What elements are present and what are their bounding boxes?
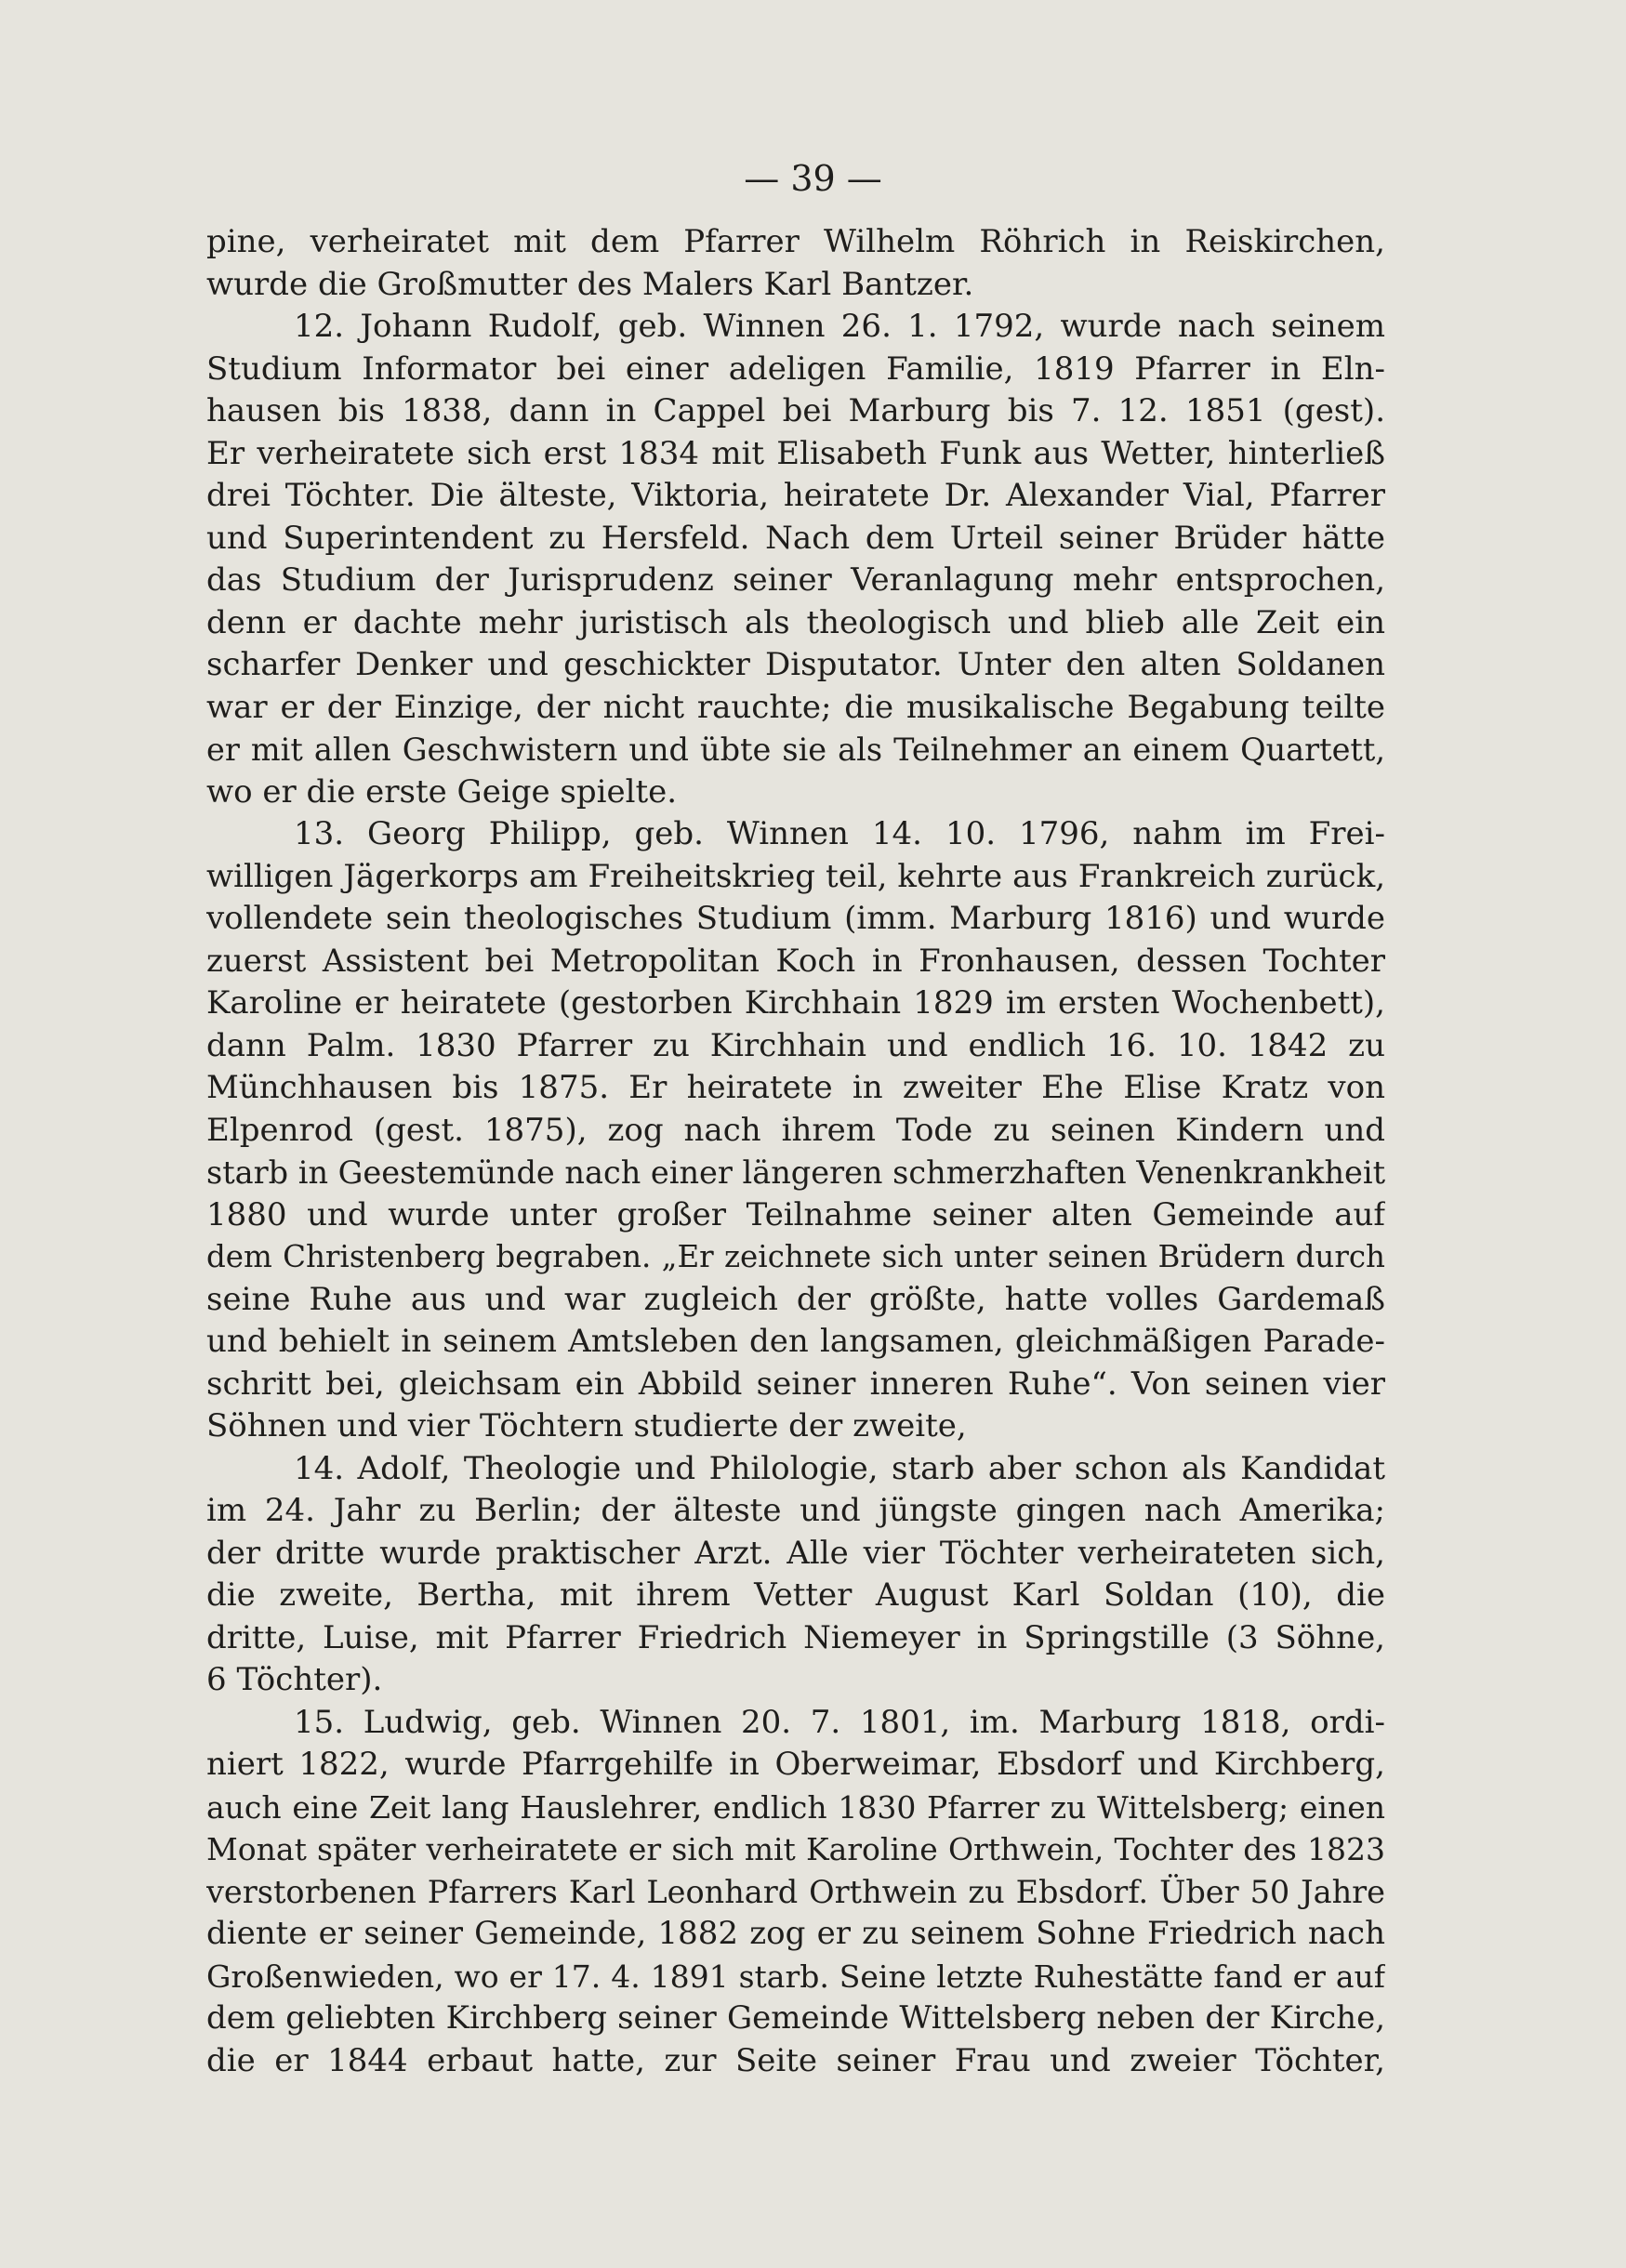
text-line: Er verheiratete sich erst 1834 mit Elisabeth Funk aus Wetter, hinterließ [206,434,1385,472]
text-line: dem geliebten Kirchberg seiner Gemeinde Wittelsberg neben der Kirche, [206,1999,1385,2037]
text-line: diente er seiner Gemeinde, 1882 zog er zu seinem Sohne Friedrich nach [206,1915,1385,1952]
text-line: 15. Ludwig, geb. Winnen 20. 7. 1801, im. Marburg 1818, ordi- [294,1703,1385,1741]
text-line: denn er dachte mehr juristisch als theologisch und blieb alle Zeit ein [206,603,1385,641]
body-text [206,221,1385,2082]
text-line: die er 1844 erbaut hatte, zur Seite seiner Frau und zweier Töchter, [206,2041,1385,2079]
text-line: vollendete sein theologisches Studium (imm. Marburg 1816) und wurde [206,900,1385,937]
text-line: im 24. Jahr zu Berlin; der älteste und jüngste gingen nach Amerika; [206,1492,1385,1529]
text-line: niert 1822, wurde Pfarrgehilfe in Oberweimar, Ebsdorf und Kirchberg, [206,1746,1385,1783]
text-line: 13. Georg Philipp, geb. Winnen 14. 10. 1796, nahm im Frei- [294,815,1385,852]
text-line: die zweite, Bertha, mit ihrem Vetter August Karl Soldan (10), die [206,1576,1385,1614]
text-line: verstorbenen Pfarrers Karl Leonhard Orthwein zu Ebsdorf. Über 50 Jahre [206,1873,1385,1910]
text-line: scharfer Denker und geschickter Disputator. Unter den alten Soldanen [206,646,1385,683]
text-line: zuerst Assistent bei Metropolitan Koch in Fronhausen, dessen Tochter [206,942,1385,980]
text-line: dann Palm. 1830 Pfarrer zu Kirchhain und endlich 16. 10. 1842 zu [206,1026,1385,1064]
text-line: Monat später verheiratete er sich mit Karoline Orthwein, Tochter des 1823 [206,1831,1385,1867]
text-line: 6 Töchter). [206,1661,383,1698]
page-number: — 39 — [744,158,882,199]
text-line: Studium Informator bei einer adeligen Familie, 1819 Pfarrer in Eln- [206,349,1385,388]
text-line: 1880 und wurde unter großer Teilnahme seiner alten Gemeinde auf [206,1195,1385,1233]
text-line: willigen Jägerkorps am Freiheitskrieg teil, kehrte aus Frankreich zurück, [206,857,1385,895]
text-line: und behielt in seinem Amtsleben den langsamen, gleichmäßigen Parade- [206,1323,1385,1360]
text-line: Karoline er heiratete (gestorben Kirchhain 1829 im ersten Wochenbett), [206,984,1385,1022]
text-line: der dritte wurde praktischer Arzt. Alle vier Töchter verheirateten sich, [206,1534,1385,1572]
text-line: starb in Geestemünde nach einer längeren schmerzhaften Venenkrankheit [206,1154,1385,1191]
text-line: Großenwieden, wo er 17. 4. 1891 starb. Seine letzte Ruhestätte fand er auf [206,1958,1385,1995]
text-line: dritte, Luise, mit Pfarrer Friedrich Niemeyer in Springstille (3 Söhne, [206,1618,1385,1656]
text-line: pine, verheiratet mit dem Pfarrer Wilhelm Röhrich in Reiskirchen, [206,223,1385,260]
text-line: Elpenrod (gest. 1875), zog nach ihrem Tode zu seinen Kindern und [206,1111,1385,1149]
text-line: hausen bis 1838, dann in Cappel bei Marburg bis 7. 12. 1851 (gest). [206,392,1385,429]
text-line: seine Ruhe aus und war zugleich der größte, hatte volles Gardemaß [206,1280,1385,1318]
text-line: Münchhausen bis 1875. Er heiratete in zweiter Ehe Elise Kratz von [206,1069,1385,1106]
text-line: Söhnen und vier Töchtern studierte der zweite, [206,1407,967,1444]
text-line: schritt bei, gleichsam ein Abbild seiner inneren Ruhe“. Von seinen vier [206,1365,1385,1403]
text-line: auch eine Zeit lang Hauslehrer, endlich 1830 Pfarrer zu Wittelsberg; einen [206,1788,1385,1826]
text-line: das Studium der Jurisprudenz seiner Veranlagung mehr entsprochen, [206,561,1385,599]
text-line: und Superintendent zu Hersfeld. Nach dem Urteil seiner Brüder hätte [206,519,1385,557]
text-line: drei Töchter. Die älteste, Viktoria, heiratete Dr. Alexander Vial, Pfarrer [206,477,1385,514]
text-line: war er der Einzige, der nicht rauchte; die musikalische Begabung teilte [206,688,1385,726]
text-line: dem Christenberg begraben. „Er zeichnete sich unter seinen Brüdern durch [206,1239,1385,1274]
text-line: wo er die erste Geige spielte. [206,772,678,811]
text-line: 14. Adolf, Theologie und Philologie, starb aber schon als Kandidat [294,1449,1385,1487]
text-line: er mit allen Geschwistern und übte sie als Teilnehmer an einem Quartett, [206,732,1385,768]
text-line: wurde die Großmutter des Malers Karl Bantzer. [206,265,974,303]
text-line: 12. Johann Rudolf, geb. Winnen 26. 1. 1792, wurde nach seinem [294,308,1385,345]
